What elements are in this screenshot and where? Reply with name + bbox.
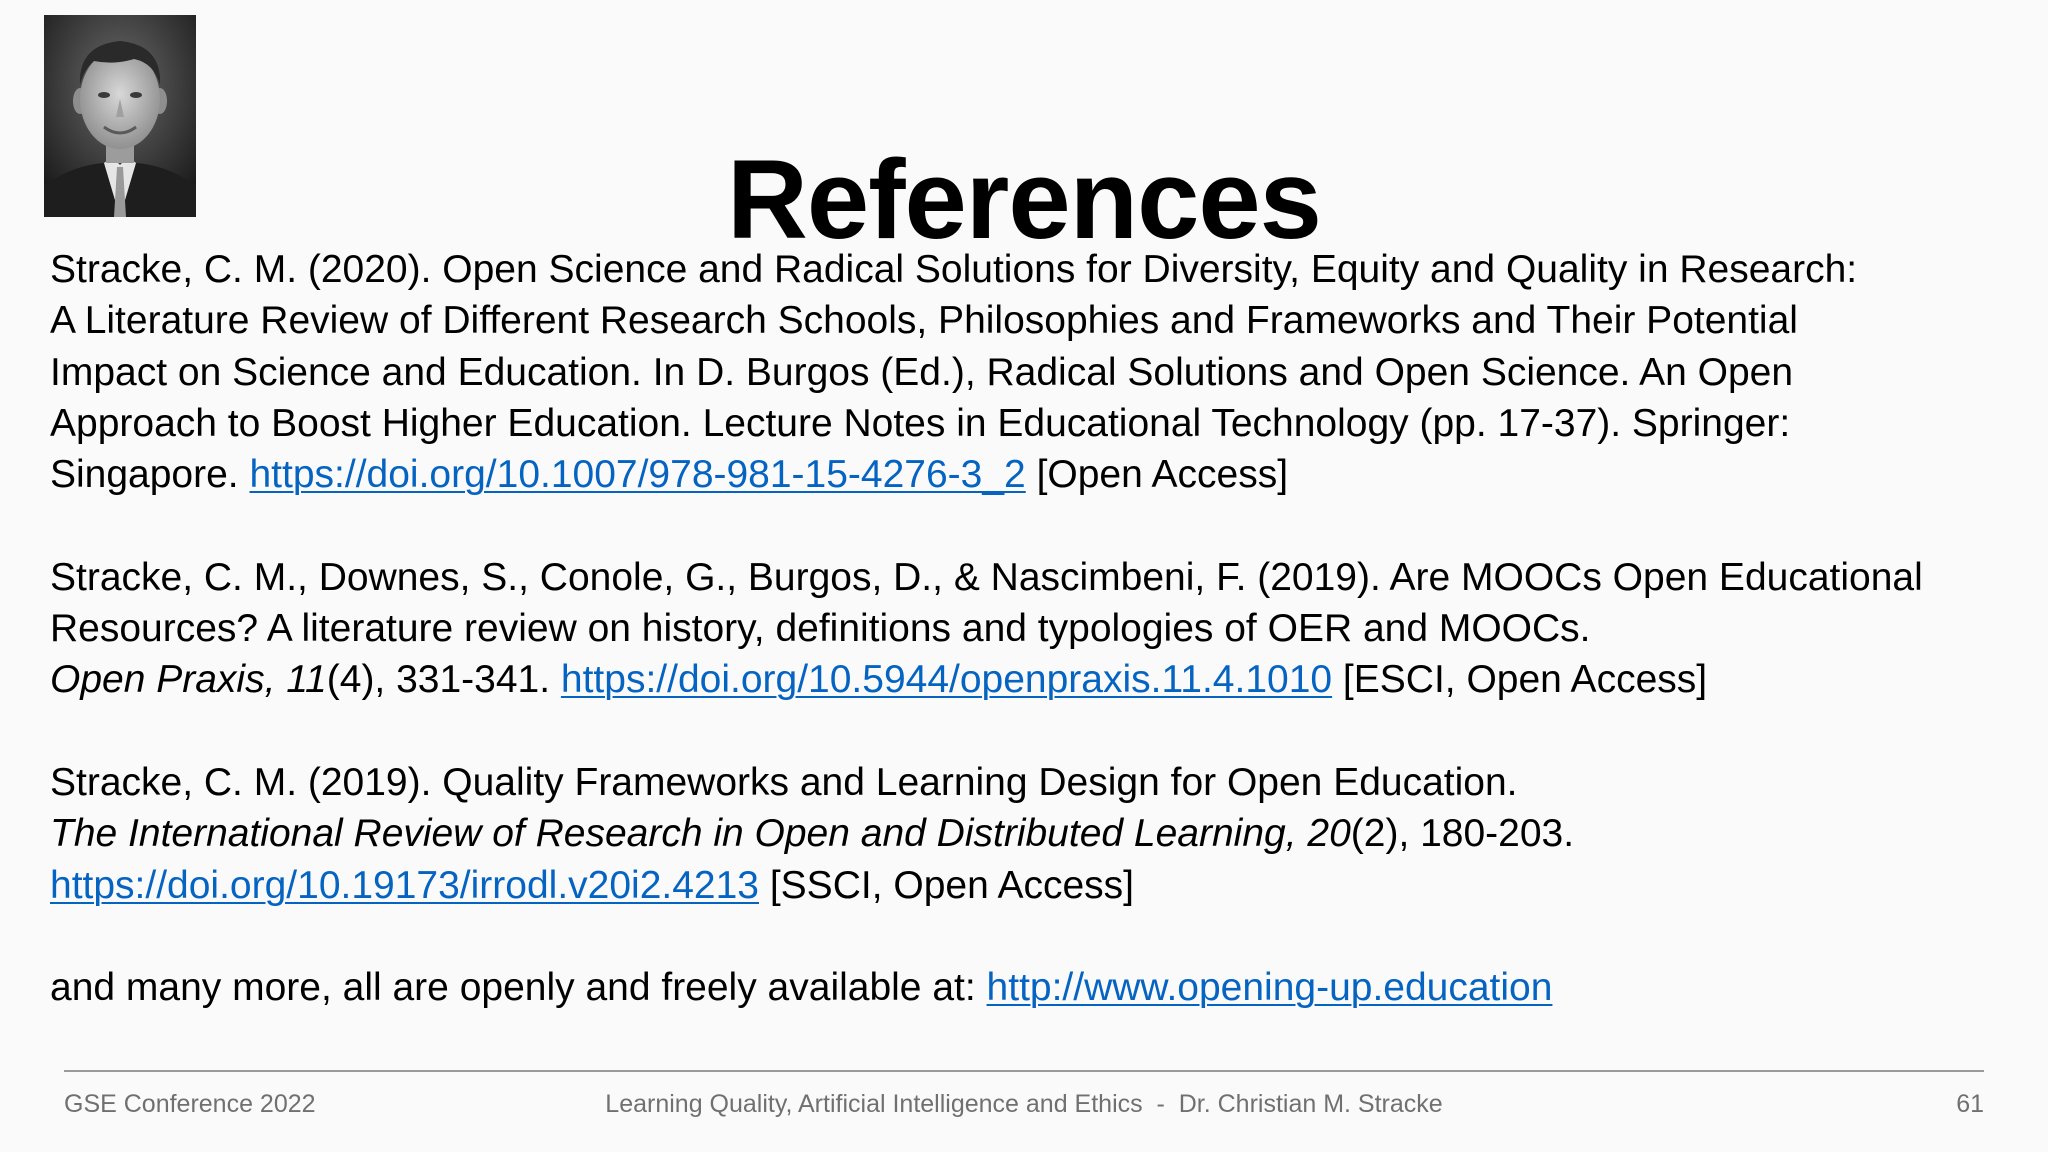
footer-conference: GSE Conference 2022 bbox=[64, 1090, 316, 1118]
reference-item bbox=[50, 244, 2010, 500]
reference-line: A Literature Review of Different Research Schools, Philosophies and Frameworks and Their Potential bbox=[50, 299, 1798, 343]
page-title: References bbox=[727, 137, 1321, 263]
access-note: [ESCI, Open Access] bbox=[1332, 658, 1708, 702]
access-note: [SSCI, Open Access] bbox=[759, 863, 1134, 907]
reference-line bbox=[50, 808, 2010, 859]
reference-list bbox=[50, 244, 2010, 1013]
page-number: 61 bbox=[1956, 1090, 1984, 1118]
journal-name: The International Review of Research in Open and Distributed Learning, 20 bbox=[50, 812, 1351, 856]
reference-line: Stracke, C. M. (2020). Open Science and Radical Solutions for Diversity, Equity and Quality in Research: bbox=[50, 248, 1858, 291]
reference-line: Approach to Boost Higher Education. Lecture Notes in Educational Technology (pp. 17-37). Springer: bbox=[50, 401, 1791, 445]
issue-pages: (2), 180-203. bbox=[1350, 812, 1575, 856]
reference-line bbox=[50, 860, 2010, 911]
more-text: and many more, all are openly and freely available at: bbox=[50, 966, 987, 1010]
journal-name: Open Praxis, 11 bbox=[50, 658, 327, 702]
reference-line: Impact on Science and Education. In D. Burgos (Ed.), Radical Solutions and Open Science. An Open bbox=[50, 350, 1794, 394]
doi-link[interactable]: https://doi.org/10.5944/openpraxis.11.4.1010 bbox=[560, 658, 1333, 702]
more-references-line bbox=[50, 962, 2010, 1013]
footer-talk-title: Learning Quality, Artificial Intelligence and Ethics - Dr. Christian M. Stracke bbox=[605, 1090, 1443, 1118]
reference-line bbox=[50, 654, 2010, 705]
reference-text: Singapore. bbox=[50, 453, 250, 497]
doi-link[interactable]: https://doi.org/10.1007/978-981-15-4276-3_2 bbox=[249, 453, 1026, 497]
access-note: [Open Access] bbox=[1025, 453, 1289, 497]
reference-line bbox=[50, 449, 2010, 500]
reference-line: Stracke, C. M., Downes, S., Conole, G., Burgos, D., & Nascimbeni, F. (2019). Are MOOCs Open Educational bbox=[50, 555, 1923, 599]
footer-divider bbox=[64, 1070, 1984, 1072]
doi-link[interactable]: https://doi.org/10.19173/irrodl.v20i2.4213 bbox=[50, 863, 759, 907]
opening-up-link[interactable]: http://www.opening-up.education bbox=[986, 966, 1553, 1010]
issue-pages: (4), 331-341. bbox=[326, 658, 561, 702]
reference-line: Stracke, C. M. (2019). Quality Frameworks and Learning Design for Open Education. bbox=[50, 760, 1518, 804]
reference-item bbox=[50, 757, 2010, 911]
reference-item bbox=[50, 552, 2010, 706]
reference-line: Resources? A literature review on history, definitions and typologies of OER and MOOCs. bbox=[50, 607, 1591, 651]
